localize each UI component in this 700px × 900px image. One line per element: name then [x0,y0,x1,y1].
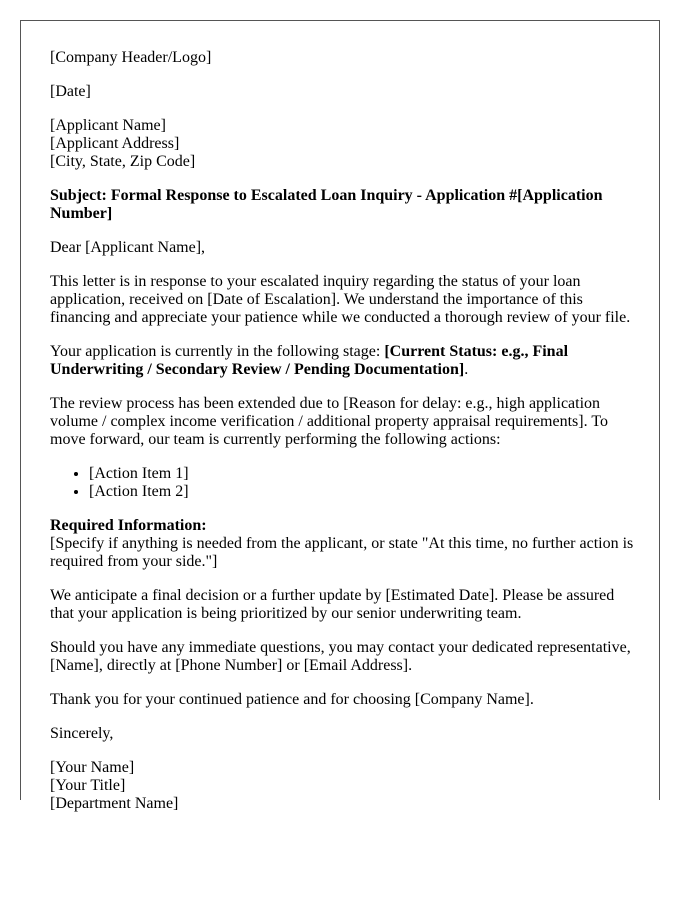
status-prefix: Your application is currently in the following stage: [50,343,385,360]
signature-block [50,759,635,813]
signature-department: [Department Name] [50,795,179,812]
required-info-section [50,517,635,571]
list-item: • [Action Item 1] [89,465,635,483]
status-paragraph [50,343,635,379]
signature-title: [Your Title] [50,777,126,794]
company-header: [Company Header/Logo] [50,49,212,66]
signature-name: [Your Name] [50,759,135,776]
letter-page [20,20,660,812]
delay-paragraph: The review process has been extended due to [Reason for delay: e.g., high application volume / complex income verification / additional property appraisal requirements]. To move forward, our team is currently performing the following actions: [50,395,608,448]
recipient-street: [Applicant Address] [50,135,180,152]
intro-paragraph: This letter is in response to your escalated inquiry regarding the status of your loan application, received on [Date of Escalation]. We understand the importance of this financing and appreciate your patience while we conducted a thorough review of your file. [50,273,631,326]
thanks-paragraph: Thank you for your continued patience and for choosing [Company Name]. [50,691,534,708]
timeline-paragraph: We anticipate a final decision or a further update by [Estimated Date]. Please be assured that your application is being prioritized by our senior underwriting team. [50,587,615,622]
required-info-text: [Specify if anything is needed from the applicant, or state "At this time, no further action is required from your side."] [50,535,634,570]
action-list [50,465,635,501]
letter-body [50,49,635,829]
contact-paragraph: Should you have any immediate questions, you may contact your dedicated representative, [Name], directly at [Phone Number] or [Email Address]. [50,639,631,674]
salutation: Dear [Applicant Name], [50,239,206,256]
required-info-heading: Required Information: [50,517,207,534]
recipient-address [50,117,635,171]
status-value: [Current Status: e.g., Final Underwriting / Secondary Review / Pending Documentation] [50,343,569,378]
status-suffix: . [464,361,469,378]
list-item: • [Action Item 2] [89,483,635,501]
letter-date: [Date] [50,83,91,100]
recipient-name: [Applicant Name] [50,117,166,134]
recipient-city: [City, State, Zip Code] [50,153,196,170]
subject-line: Subject: Formal Response to Escalated Loan Inquiry - Application #[Application Number] [50,187,603,222]
closing: Sincerely, [50,725,114,742]
